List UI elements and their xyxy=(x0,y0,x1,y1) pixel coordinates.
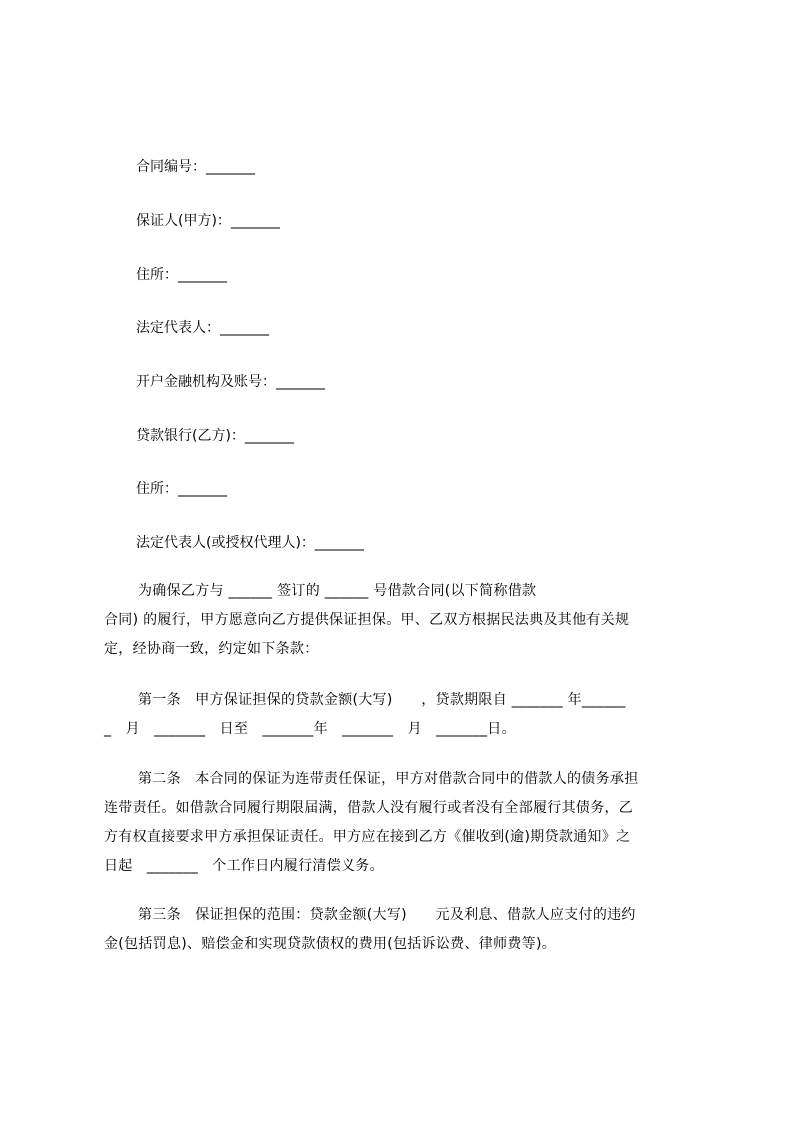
paragraph-line: 为确保乙方与 ______ 签订的 ______ 号借款合同(以下简称借款 xyxy=(138,583,537,599)
guarantor-field: 保证人(甲方)：_______ xyxy=(136,213,280,229)
bank-account-field: 开户金融机构及账号：_______ xyxy=(136,374,325,390)
paragraph-line: 第二条 本合同的保证为连带责任保证，甲方对借款合同中的借款人的债务承担 xyxy=(138,771,639,787)
paragraph-line: 第三条 保证担保的范围：贷款金额(大写) 元及利息、借款人应支付的违约 xyxy=(138,907,636,923)
paragraph-line: 第一条 甲方保证担保的贷款金额(大写) ，贷款期限自 _______ 年______ xyxy=(138,692,626,708)
paragraph-line: 连带责任。如借款合同履行期限届满，借款人没有履行或者没有全部履行其债务，乙 xyxy=(104,800,634,816)
bank-legal-rep-field: 法定代表人(或授权代理人)：_______ xyxy=(136,535,364,551)
intro-paragraph xyxy=(104,577,700,664)
paragraph-line: 日起 _______ 个工作日内履行清偿义务。 xyxy=(104,858,384,874)
paragraph-line: 金(包括罚息)、赔偿金和实现贷款债权的费用(包括诉讼费、律师费等)。 xyxy=(104,936,557,952)
article-2-paragraph xyxy=(104,765,700,881)
article-3-paragraph xyxy=(104,901,700,959)
paragraph-line: _ 月 _______ 日至 _______年 _______ 月 _______日。 xyxy=(104,721,516,737)
guarantor-address-field: 住所：_______ xyxy=(136,267,227,283)
lending-bank-field: 贷款银行(乙方)：_______ xyxy=(136,428,294,444)
paragraph-line: 合同) 的履行，甲方愿意向乙方提供保证担保。甲、乙双方根据民法典及其他有关规 xyxy=(104,612,630,628)
article-1-paragraph xyxy=(104,686,700,744)
guarantor-legal-rep-field: 法定代表人：_______ xyxy=(136,320,269,336)
paragraph-line: 方有权直接要求甲方承担保证责任。甲方应在接到乙方《催收到(逾)期贷款通知》之 xyxy=(104,829,631,845)
bank-address-field: 住所：_______ xyxy=(136,481,227,497)
paragraph-line: 定，经协商一致，约定如下条款： xyxy=(104,641,319,657)
contract-number-field: 合同编号：_______ xyxy=(136,159,255,175)
